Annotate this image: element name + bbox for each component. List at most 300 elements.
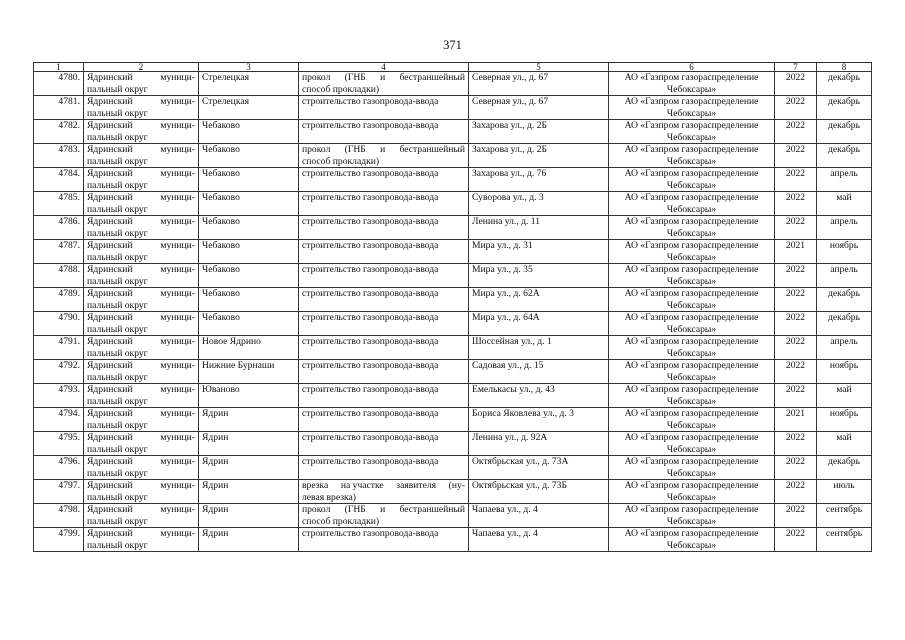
- settlement-cell: Чебаково: [199, 216, 299, 240]
- month-cell: апрель: [817, 168, 872, 192]
- address-cell: Ленина ул., д. 92А: [469, 432, 609, 456]
- work-type-part: строительство газопровода-ввода: [302, 456, 439, 467]
- district-cell: [84, 192, 199, 216]
- table-row: [34, 240, 872, 264]
- organization-cell: [609, 96, 775, 120]
- address-cell: Мира ул., д. 31: [469, 240, 609, 264]
- work-type-part: бестраншейный: [399, 144, 465, 155]
- work-type-part: (ГНБ: [344, 72, 366, 83]
- page-number: 371: [443, 38, 462, 52]
- settlement-cell: Чебаково: [199, 312, 299, 336]
- organization-name: АО «Газпром газораспределение: [624, 168, 759, 179]
- district-cell: [84, 408, 199, 432]
- work-type-cell: [299, 144, 469, 168]
- organization-name-cont: Чебоксары»: [666, 227, 717, 239]
- district-name-cont: пальный округ: [87, 395, 148, 407]
- work-type-cont: левая врезка): [302, 491, 356, 503]
- organization-cell: [609, 384, 775, 408]
- work-type-part: строительство газопровода-ввода: [302, 240, 439, 251]
- work-type-cell: [299, 216, 469, 240]
- settlement-cell: Ядрин: [199, 480, 299, 504]
- work-type-cell: [299, 528, 469, 552]
- year-cell: 2022: [775, 144, 817, 168]
- year-cell: 2022: [775, 384, 817, 408]
- organization-name-cont: Чебоксары»: [666, 179, 717, 191]
- organization-name: АО «Газпром газораспределение: [624, 480, 759, 491]
- district-cell: [84, 72, 199, 96]
- organization-cell: [609, 240, 775, 264]
- district-name: Ядринский: [87, 96, 133, 107]
- district-cell: [84, 120, 199, 144]
- work-type-cell: [299, 72, 469, 96]
- year-cell: 2022: [775, 288, 817, 312]
- settlement-cell: Нижние Бурнаши: [199, 360, 299, 384]
- address-cell: Мира ул., д. 35: [469, 264, 609, 288]
- organization-cell: [609, 168, 775, 192]
- work-type-part: на участке: [340, 480, 384, 491]
- organization-name: АО «Газпром газораспределение: [624, 456, 759, 467]
- address-cell: Захарова ул., д. 2Б: [469, 144, 609, 168]
- organization-name: АО «Газпром газораспределение: [624, 528, 759, 539]
- organization-name-cont: Чебоксары»: [666, 251, 717, 263]
- month-cell: декабрь: [817, 288, 872, 312]
- register-body: [34, 72, 872, 552]
- district-cell: [84, 480, 199, 504]
- work-type-cell: [299, 408, 469, 432]
- district-name: Ядринский: [87, 168, 133, 179]
- work-type-part: строительство газопровода-ввода: [302, 264, 439, 275]
- district-name: Ядринский: [87, 264, 133, 275]
- organization-name-cont: Чебоксары»: [666, 539, 717, 551]
- month-cell: апрель: [817, 264, 872, 288]
- organization-name-cont: Чебоксары»: [666, 131, 717, 143]
- work-type-part: строительство газопровода-ввода: [302, 360, 439, 371]
- district-word-part: муници-: [160, 312, 195, 323]
- work-type-part: строительство газопровода-ввода: [302, 312, 439, 323]
- year-cell: 2022: [775, 96, 817, 120]
- year-cell: 2022: [775, 120, 817, 144]
- district-name-cont: пальный округ: [87, 275, 148, 287]
- district-word-part: муници-: [160, 96, 195, 107]
- row-number: 4797.: [34, 480, 84, 504]
- address-cell: Суворова ул., д. 3: [469, 192, 609, 216]
- district-name-cont: пальный округ: [87, 467, 148, 479]
- address-cell: Мира ул., д. 64А: [469, 312, 609, 336]
- organization-name-cont: Чебоксары»: [666, 299, 717, 311]
- organization-name: АО «Газпром газораспределение: [624, 360, 759, 371]
- year-cell: 2022: [775, 336, 817, 360]
- district-cell: [84, 168, 199, 192]
- organization-name-cont: Чебоксары»: [666, 83, 717, 95]
- district-name-cont: пальный округ: [87, 347, 148, 359]
- address-cell: Северная ул., д. 67: [469, 72, 609, 96]
- column-number-row: [34, 63, 872, 72]
- organization-name: АО «Газпром газораспределение: [624, 312, 759, 323]
- organization-cell: [609, 432, 775, 456]
- work-type-part: строительство газопровода-ввода: [302, 288, 439, 299]
- district-word-part: муници-: [160, 408, 195, 419]
- address-cell: Октябрьская ул., д. 73Б: [469, 480, 609, 504]
- district-cell: [84, 96, 199, 120]
- organization-name: АО «Газпром газораспределение: [624, 240, 759, 251]
- district-name: Ядринский: [87, 312, 133, 323]
- organization-name: АО «Газпром газораспределение: [624, 144, 759, 155]
- address-cell: Ленина ул., д. 11: [469, 216, 609, 240]
- district-cell: [84, 456, 199, 480]
- table-row: [34, 408, 872, 432]
- work-type-cell: [299, 480, 469, 504]
- organization-name: АО «Газпром газораспределение: [624, 96, 759, 107]
- organization-cell: [609, 312, 775, 336]
- work-type-cell: [299, 360, 469, 384]
- district-name: Ядринский: [87, 384, 133, 395]
- organization-cell: [609, 528, 775, 552]
- district-name-cont: пальный округ: [87, 203, 148, 215]
- district-name: Ядринский: [87, 456, 133, 467]
- organization-name: АО «Газпром газораспределение: [624, 192, 759, 203]
- district-name: Ядринский: [87, 528, 133, 539]
- organization-cell: [609, 72, 775, 96]
- district-name-cont: пальный округ: [87, 299, 148, 311]
- work-type-cont: способ прокладки): [302, 83, 380, 95]
- row-number: 4786.: [34, 216, 84, 240]
- organization-name-cont: Чебоксары»: [666, 515, 717, 527]
- month-cell: декабрь: [817, 96, 872, 120]
- district-name: Ядринский: [87, 240, 133, 251]
- work-type-cell: [299, 312, 469, 336]
- row-number: 4792.: [34, 360, 84, 384]
- work-type-part: прокол: [302, 144, 331, 155]
- address-cell: Емелькасы ул., д. 43: [469, 384, 609, 408]
- organization-name: АО «Газпром газораспределение: [624, 504, 759, 515]
- row-number: 4782.: [34, 120, 84, 144]
- district-name-cont: пальный округ: [87, 515, 148, 527]
- settlement-cell: Ядрин: [199, 432, 299, 456]
- work-type-part: прокол: [302, 72, 331, 83]
- address-cell: Северная ул., д. 67: [469, 96, 609, 120]
- district-cell: [84, 240, 199, 264]
- year-cell: 2022: [775, 192, 817, 216]
- district-name-cont: пальный округ: [87, 227, 148, 239]
- work-type-cell: [299, 264, 469, 288]
- month-cell: декабрь: [817, 120, 872, 144]
- table-row: [34, 96, 872, 120]
- district-cell: [84, 264, 199, 288]
- address-cell: Садовая ул., д. 15: [469, 360, 609, 384]
- settlement-cell: Ядрин: [199, 408, 299, 432]
- work-type-cell: [299, 504, 469, 528]
- table-row: [34, 528, 872, 552]
- address-cell: Мира ул., д. 62А: [469, 288, 609, 312]
- address-cell: Захарова ул., д. 2Б: [469, 120, 609, 144]
- table-row: [34, 384, 872, 408]
- month-cell: ноябрь: [817, 240, 872, 264]
- year-cell: 2022: [775, 312, 817, 336]
- organization-cell: [609, 288, 775, 312]
- year-cell: 2021: [775, 240, 817, 264]
- work-type-part: строительство газопровода-ввода: [302, 408, 439, 419]
- settlement-cell: Новое Ядрино: [199, 336, 299, 360]
- work-type-cell: [299, 96, 469, 120]
- settlement-cell: Стрелецкая: [199, 96, 299, 120]
- work-type-part: строительство газопровода-ввода: [302, 168, 439, 179]
- district-name-cont: пальный округ: [87, 539, 148, 551]
- work-type-part: и: [380, 504, 386, 515]
- district-word-part: муници-: [160, 288, 195, 299]
- row-number: 4784.: [34, 168, 84, 192]
- district-name-cont: пальный округ: [87, 443, 148, 455]
- work-type-part: строительство газопровода-ввода: [302, 96, 439, 107]
- month-cell: апрель: [817, 336, 872, 360]
- settlement-cell: Ядрин: [199, 456, 299, 480]
- address-cell: Шоссейная ул., д. 1: [469, 336, 609, 360]
- work-type-part: строительство газопровода-ввода: [302, 336, 439, 347]
- year-cell: 2022: [775, 456, 817, 480]
- column-header: 5: [469, 63, 609, 72]
- column-header: 1: [34, 63, 84, 72]
- month-cell: май: [817, 432, 872, 456]
- settlement-cell: Чебаково: [199, 144, 299, 168]
- table-row: [34, 72, 872, 96]
- year-cell: 2022: [775, 216, 817, 240]
- district-word-part: муници-: [160, 528, 195, 539]
- organization-name: АО «Газпром газораспределение: [624, 72, 759, 83]
- row-number: 4785.: [34, 192, 84, 216]
- year-cell: 2022: [775, 72, 817, 96]
- district-cell: [84, 336, 199, 360]
- year-cell: 2022: [775, 360, 817, 384]
- row-number: 4781.: [34, 96, 84, 120]
- column-header: 2: [84, 63, 199, 72]
- address-cell: Чапаева ул., д. 4: [469, 504, 609, 528]
- organization-name-cont: Чебоксары»: [666, 347, 717, 359]
- organization-name-cont: Чебоксары»: [666, 155, 717, 167]
- work-type-cell: [299, 384, 469, 408]
- work-type-part: бестраншейный: [399, 72, 465, 83]
- table-row: [34, 480, 872, 504]
- organization-cell: [609, 216, 775, 240]
- month-cell: декабрь: [817, 72, 872, 96]
- month-cell: май: [817, 384, 872, 408]
- work-type-cell: [299, 336, 469, 360]
- row-number: 4783.: [34, 144, 84, 168]
- district-cell: [84, 360, 199, 384]
- organization-name-cont: Чебоксары»: [666, 275, 717, 287]
- district-name: Ядринский: [87, 408, 133, 419]
- district-word-part: муници-: [160, 192, 195, 203]
- month-cell: декабрь: [817, 312, 872, 336]
- organization-cell: [609, 264, 775, 288]
- organization-name-cont: Чебоксары»: [666, 467, 717, 479]
- district-word-part: муници-: [160, 120, 195, 131]
- district-name-cont: пальный округ: [87, 251, 148, 263]
- organization-cell: [609, 192, 775, 216]
- row-number: 4796.: [34, 456, 84, 480]
- organization-name: АО «Газпром газораспределение: [624, 336, 759, 347]
- organization-cell: [609, 456, 775, 480]
- table-row: [34, 216, 872, 240]
- work-type-part: строительство газопровода-ввода: [302, 216, 439, 227]
- district-name-cont: пальный округ: [87, 179, 148, 191]
- work-type-part: (ГНБ: [344, 504, 366, 515]
- month-cell: май: [817, 192, 872, 216]
- district-word-part: муници-: [160, 384, 195, 395]
- work-type-cell: [299, 456, 469, 480]
- organization-cell: [609, 480, 775, 504]
- organization-name: АО «Газпром газораспределение: [624, 120, 759, 131]
- table-row: [34, 504, 872, 528]
- work-type-cell: [299, 240, 469, 264]
- month-cell: июль: [817, 480, 872, 504]
- district-word-part: муници-: [160, 480, 195, 491]
- settlement-cell: Чебаково: [199, 264, 299, 288]
- district-cell: [84, 144, 199, 168]
- organization-name-cont: Чебоксары»: [666, 107, 717, 119]
- district-name: Ядринский: [87, 432, 133, 443]
- column-header: 3: [199, 63, 299, 72]
- district-name: Ядринский: [87, 360, 133, 371]
- work-type-cell: [299, 432, 469, 456]
- year-cell: 2022: [775, 504, 817, 528]
- district-word-part: муници-: [160, 264, 195, 275]
- table-row: [34, 456, 872, 480]
- settlement-cell: Юваново: [199, 384, 299, 408]
- district-name: Ядринский: [87, 192, 133, 203]
- district-name-cont: пальный округ: [87, 371, 148, 383]
- settlement-cell: Чебаково: [199, 120, 299, 144]
- district-word-part: муници-: [160, 360, 195, 371]
- address-cell: Бориса Яковлева ул., д. 3: [469, 408, 609, 432]
- organization-cell: [609, 144, 775, 168]
- district-name: Ядринский: [87, 144, 133, 155]
- month-cell: апрель: [817, 216, 872, 240]
- settlement-cell: Чебаково: [199, 192, 299, 216]
- table-row: [34, 288, 872, 312]
- month-cell: ноябрь: [817, 408, 872, 432]
- organization-name: АО «Газпром газораспределение: [624, 432, 759, 443]
- year-cell: 2022: [775, 480, 817, 504]
- row-number: 4799.: [34, 528, 84, 552]
- table-row: [34, 360, 872, 384]
- organization-name-cont: Чебоксары»: [666, 371, 717, 383]
- work-type-part: строительство газопровода-ввода: [302, 384, 439, 395]
- district-name-cont: пальный округ: [87, 323, 148, 335]
- settlement-cell: Ядрин: [199, 504, 299, 528]
- district-name: Ядринский: [87, 504, 133, 515]
- district-word-part: муници-: [160, 240, 195, 251]
- column-header: 6: [609, 63, 775, 72]
- work-type-part: строительство газопровода-ввода: [302, 432, 439, 443]
- row-number: 4791.: [34, 336, 84, 360]
- table-row: [34, 336, 872, 360]
- column-header: 4: [299, 63, 469, 72]
- district-word-part: муници-: [160, 216, 195, 227]
- row-number: 4788.: [34, 264, 84, 288]
- district-word-part: муници-: [160, 456, 195, 467]
- organization-cell: [609, 336, 775, 360]
- work-type-part: врезка: [302, 480, 329, 491]
- organization-cell: [609, 408, 775, 432]
- work-type-part: заявителя: [396, 480, 437, 491]
- month-cell: ноябрь: [817, 360, 872, 384]
- month-cell: декабрь: [817, 456, 872, 480]
- work-type-part: прокол: [302, 504, 331, 515]
- district-name-cont: пальный округ: [87, 419, 148, 431]
- work-type-part: строительство газопровода-ввода: [302, 192, 439, 203]
- organization-cell: [609, 360, 775, 384]
- organization-name: АО «Газпром газораспределение: [624, 264, 759, 275]
- district-cell: [84, 288, 199, 312]
- organization-name-cont: Чебоксары»: [666, 443, 717, 455]
- district-name: Ядринский: [87, 216, 133, 227]
- register-table: [33, 62, 872, 552]
- district-name: Ядринский: [87, 120, 133, 131]
- address-cell: Чапаева ул., д. 4: [469, 528, 609, 552]
- district-word-part: муници-: [160, 504, 195, 515]
- district-name-cont: пальный округ: [87, 83, 148, 95]
- district-word-part: муници-: [160, 72, 195, 83]
- month-cell: сентябрь: [817, 504, 872, 528]
- row-number: 4787.: [34, 240, 84, 264]
- year-cell: 2021: [775, 408, 817, 432]
- work-type-cell: [299, 168, 469, 192]
- row-number: 4794.: [34, 408, 84, 432]
- organization-name-cont: Чебоксары»: [666, 491, 717, 503]
- table-row: [34, 432, 872, 456]
- settlement-cell: Чебаково: [199, 240, 299, 264]
- district-word-part: муници-: [160, 144, 195, 155]
- organization-name: АО «Газпром газораспределение: [624, 384, 759, 395]
- district-cell: [84, 528, 199, 552]
- district-cell: [84, 432, 199, 456]
- organization-name-cont: Чебоксары»: [666, 395, 717, 407]
- district-name-cont: пальный округ: [87, 107, 148, 119]
- address-cell: Октябрьская ул., д. 73А: [469, 456, 609, 480]
- organization-name-cont: Чебоксары»: [666, 419, 717, 431]
- row-number: 4793.: [34, 384, 84, 408]
- district-name-cont: пальный округ: [87, 131, 148, 143]
- table-row: [34, 144, 872, 168]
- table-row: [34, 264, 872, 288]
- district-word-part: муници-: [160, 432, 195, 443]
- address-cell: Захарова ул., д. 76: [469, 168, 609, 192]
- organization-name: АО «Газпром газораспределение: [624, 408, 759, 419]
- district-name: Ядринский: [87, 72, 133, 83]
- column-header: 7: [775, 63, 817, 72]
- work-type-part: и: [380, 72, 386, 83]
- column-header: 8: [817, 63, 872, 72]
- row-number: 4795.: [34, 432, 84, 456]
- district-name: Ядринский: [87, 336, 133, 347]
- work-type-part: строительство газопровода-ввода: [302, 120, 439, 131]
- organization-name-cont: Чебоксары»: [666, 203, 717, 215]
- settlement-cell: Чебаково: [199, 168, 299, 192]
- row-number: 4798.: [34, 504, 84, 528]
- row-number: 4789.: [34, 288, 84, 312]
- work-type-cell: [299, 288, 469, 312]
- work-type-part: (ну-: [448, 480, 465, 491]
- year-cell: 2022: [775, 168, 817, 192]
- month-cell: декабрь: [817, 144, 872, 168]
- settlement-cell: Стрелецкая: [199, 72, 299, 96]
- district-word-part: муници-: [160, 336, 195, 347]
- district-name: Ядринский: [87, 288, 133, 299]
- organization-name: АО «Газпром газораспределение: [624, 288, 759, 299]
- row-number: 4780.: [34, 72, 84, 96]
- row-number: 4790.: [34, 312, 84, 336]
- year-cell: 2022: [775, 432, 817, 456]
- district-name-cont: пальный округ: [87, 491, 148, 503]
